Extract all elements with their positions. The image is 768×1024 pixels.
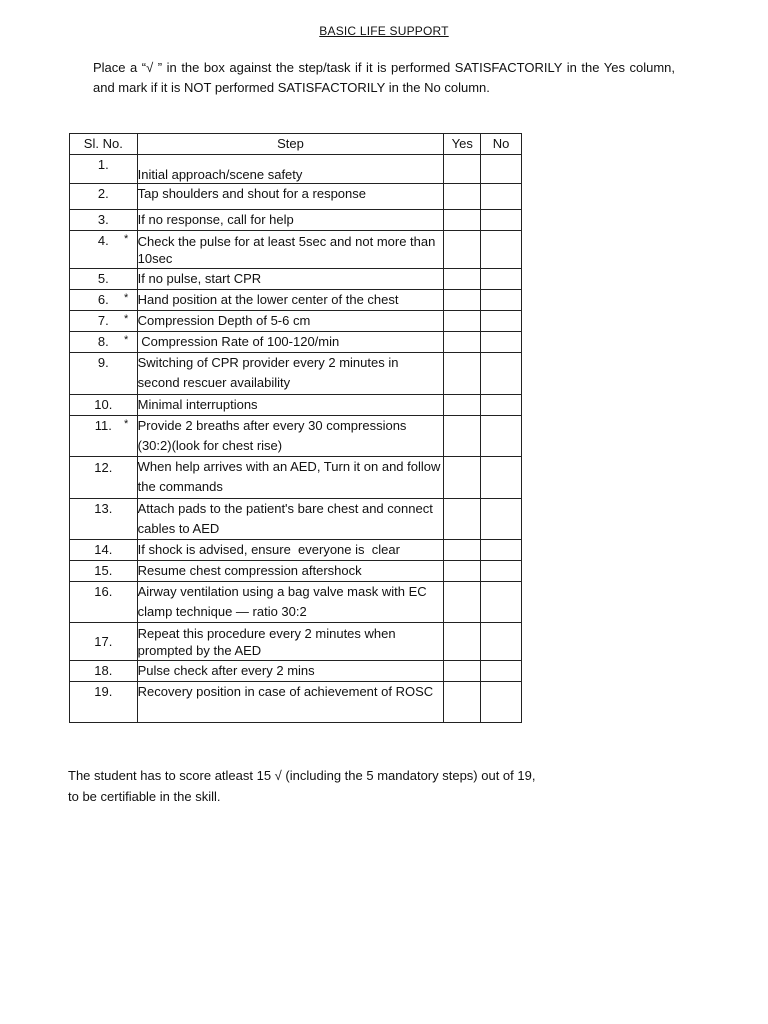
yes-checkbox-cell[interactable]: [444, 416, 481, 457]
no-checkbox-cell[interactable]: [481, 582, 522, 623]
row-number: 2.: [97, 186, 109, 201]
header-step: Step: [137, 134, 444, 155]
table-row: [70, 499, 522, 540]
row-number: 14.: [94, 542, 113, 557]
header-sl-no: Sl. No.: [70, 134, 138, 155]
yes-checkbox-cell[interactable]: [444, 210, 481, 231]
step-text: When help arrives with an AED, Turn it on and follow the commands: [137, 457, 444, 499]
table-row: [70, 231, 522, 269]
yes-checkbox-cell[interactable]: [444, 395, 481, 416]
mandatory-star: *: [124, 418, 129, 430]
step-text: Compression Depth of 5-6 cm: [137, 311, 444, 332]
table-row: [70, 395, 522, 416]
row-number-cell: [70, 231, 138, 269]
step-text: Airway ventilation using a bag valve mask with EC clamp technique — ratio 30:2: [137, 582, 444, 623]
no-checkbox-cell[interactable]: [481, 623, 522, 661]
step-text: If no pulse, start CPR: [137, 269, 444, 290]
row-number-cell: [70, 311, 138, 332]
yes-checkbox-cell[interactable]: [444, 155, 481, 184]
step-text: Hand position at the lower center of the chest: [137, 290, 444, 311]
yes-checkbox-cell[interactable]: [444, 499, 481, 540]
no-checkbox-cell[interactable]: [481, 561, 522, 582]
row-number: 11.: [94, 418, 112, 433]
row-number: 17.: [94, 633, 113, 649]
step-text: Initial approach/scene safety: [137, 155, 444, 184]
step-text: Switching of CPR provider every 2 minutes in second rescuer availability: [137, 353, 444, 395]
mandatory-star: *: [124, 313, 129, 325]
header-yes: Yes: [444, 134, 481, 155]
row-number-cell: [70, 395, 138, 416]
yes-checkbox-cell[interactable]: [444, 290, 481, 311]
table-row: [70, 457, 522, 499]
row-number-cell: [70, 582, 138, 623]
yes-checkbox-cell[interactable]: [444, 623, 481, 661]
no-checkbox-cell[interactable]: [481, 231, 522, 269]
row-number: 4.: [97, 233, 109, 248]
yes-checkbox-cell[interactable]: [444, 269, 481, 290]
row-number: 8.: [97, 334, 109, 349]
row-number-cell: [70, 682, 138, 723]
row-number-cell: [70, 416, 138, 457]
mandatory-star: *: [124, 334, 129, 346]
row-number: 13.: [94, 501, 113, 516]
yes-checkbox-cell[interactable]: [444, 582, 481, 623]
step-text: Pulse check after every 2 mins: [137, 661, 444, 682]
row-number-cell: [70, 269, 138, 290]
no-checkbox-cell[interactable]: [481, 499, 522, 540]
yes-checkbox-cell[interactable]: [444, 540, 481, 561]
step-text: Recovery position in case of achievement of ROSC: [137, 682, 444, 723]
table-row: [70, 269, 522, 290]
no-checkbox-cell[interactable]: [481, 395, 522, 416]
yes-checkbox-cell[interactable]: [444, 231, 481, 269]
table-header-row: [70, 134, 522, 155]
mandatory-star: *: [124, 292, 129, 304]
row-number: 19.: [94, 684, 113, 699]
row-number: 15.: [94, 563, 113, 578]
row-number: 3.: [97, 212, 109, 227]
row-number-cell: [70, 332, 138, 353]
no-checkbox-cell[interactable]: [481, 416, 522, 457]
row-number-cell: [70, 353, 138, 395]
yes-checkbox-cell[interactable]: [444, 184, 481, 210]
no-checkbox-cell[interactable]: [481, 332, 522, 353]
step-text: Minimal interruptions: [137, 395, 444, 416]
no-checkbox-cell[interactable]: [481, 457, 522, 499]
row-number-cell: [70, 499, 138, 540]
no-checkbox-cell[interactable]: [481, 311, 522, 332]
row-number: 5.: [97, 271, 109, 286]
step-text: Attach pads to the patient's bare chest and connect cables to AED: [137, 499, 444, 540]
yes-checkbox-cell[interactable]: [444, 332, 481, 353]
instructions-paragraph: Place a “√ ” in the box against the step/task if it is performed SATISFACTORILY in the Yes column, and mark if it is NOT performed SATISFACTORILY in the No column.: [93, 60, 675, 95]
row-number-cell: [70, 457, 138, 499]
bls-checklist-table: [69, 133, 522, 723]
row-number: 1.: [97, 157, 109, 172]
row-number: 9.: [97, 355, 109, 370]
document-title: BASIC LIFE SUPPORT: [319, 24, 449, 38]
yes-checkbox-cell[interactable]: [444, 457, 481, 499]
table-row: [70, 311, 522, 332]
step-text: If no response, call for help: [137, 210, 444, 231]
table-row: [70, 184, 522, 210]
no-checkbox-cell[interactable]: [481, 155, 522, 184]
no-checkbox-cell[interactable]: [481, 540, 522, 561]
no-checkbox-cell[interactable]: [481, 184, 522, 210]
step-text: Provide 2 breaths after every 30 compressions (30:2)(look for chest rise): [137, 416, 444, 457]
no-checkbox-cell[interactable]: [481, 210, 522, 231]
table-row: [70, 661, 522, 682]
yes-checkbox-cell[interactable]: [444, 353, 481, 395]
no-checkbox-cell[interactable]: [481, 290, 522, 311]
row-number-cell: [70, 623, 138, 661]
mandatory-star: *: [124, 233, 129, 245]
row-number-cell: [70, 661, 138, 682]
no-checkbox-cell[interactable]: [481, 353, 522, 395]
row-number-cell: [70, 210, 138, 231]
row-number-cell: [70, 540, 138, 561]
row-number-cell: [70, 561, 138, 582]
header-no: No: [481, 134, 522, 155]
table-row: [70, 540, 522, 561]
table-row: [70, 682, 522, 723]
table-row: [70, 561, 522, 582]
table-row: [70, 290, 522, 311]
row-number: 18.: [94, 663, 113, 678]
row-number: 6.: [97, 292, 109, 307]
table-row: [70, 332, 522, 353]
row-number: 10.: [94, 397, 113, 412]
yes-checkbox-cell[interactable]: [444, 661, 481, 682]
table-row: [70, 416, 522, 457]
step-text: Resume chest compression aftershock: [137, 561, 444, 582]
table-row: [70, 353, 522, 395]
yes-checkbox-cell[interactable]: [444, 561, 481, 582]
row-number-cell: [70, 184, 138, 210]
yes-checkbox-cell[interactable]: [444, 311, 481, 332]
table-row: [70, 623, 522, 661]
row-number-cell: [70, 290, 138, 311]
yes-checkbox-cell[interactable]: [444, 682, 481, 723]
row-number: 12.: [94, 460, 113, 475]
step-text: Tap shoulders and shout for a response: [137, 184, 444, 210]
no-checkbox-cell[interactable]: [481, 682, 522, 723]
step-text: Compression Rate of 100-120/min: [137, 332, 444, 353]
row-number-cell: [70, 155, 138, 184]
table-row: [70, 155, 522, 184]
table-row: [70, 582, 522, 623]
table-row: [70, 210, 522, 231]
no-checkbox-cell[interactable]: [481, 269, 522, 290]
row-number: 16.: [94, 584, 113, 599]
row-number: 7.: [97, 313, 109, 328]
step-text: If shock is advised, ensure everyone is clear: [137, 540, 444, 561]
step-text: Check the pulse for at least 5sec and not more than 10sec: [137, 231, 444, 269]
certification-note: The student has to score atleast 15 √ (including the 5 mandatory steps) out of 19, to be certifiable in the skill.: [68, 768, 536, 804]
no-checkbox-cell[interactable]: [481, 661, 522, 682]
step-text: Repeat this procedure every 2 minutes when prompted by the AED: [137, 623, 444, 661]
